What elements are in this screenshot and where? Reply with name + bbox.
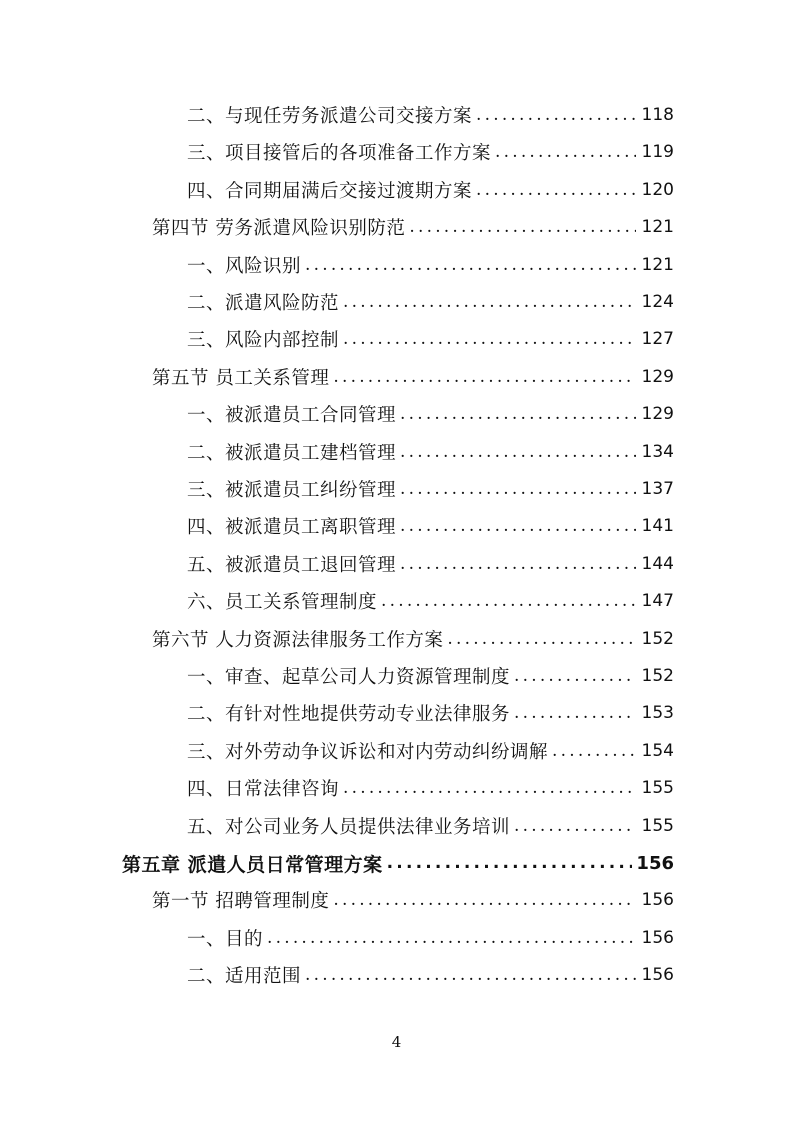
toc-entry-page: 127 bbox=[641, 329, 674, 350]
toc-entry-page: 144 bbox=[641, 553, 674, 574]
toc-entry-title: 三、风险内部控制 bbox=[187, 330, 340, 352]
toc-dot-leader bbox=[476, 105, 636, 125]
toc-entry-title: 第一节 招聘管理制度 bbox=[152, 891, 330, 913]
toc-entry-page: 134 bbox=[641, 441, 674, 462]
toc-entry-page: 153 bbox=[641, 703, 674, 724]
toc-dot-leader bbox=[400, 516, 636, 536]
toc-entry-title: 二、派遣风险防范 bbox=[187, 293, 340, 314]
toc-entry-page: 155 bbox=[641, 778, 674, 799]
toc-dot-leader bbox=[400, 554, 636, 574]
toc-entry[interactable] bbox=[187, 586, 674, 616]
toc-entry-title: 二、适用范围 bbox=[187, 966, 302, 988]
toc-entry-page: 156 bbox=[641, 965, 674, 986]
toc-entry-title: 一、审查、起草公司人力资源管理制度 bbox=[187, 667, 511, 688]
toc-entry-title: 第六节 人力资源法律服务工作方案 bbox=[152, 629, 444, 651]
toc-entry-title: 五、对公司业务人员提供法律业务培训 bbox=[187, 816, 511, 838]
toc-entry[interactable] bbox=[152, 212, 674, 242]
toc-entry-page: 121 bbox=[641, 217, 674, 238]
toc-dot-leader bbox=[305, 255, 636, 275]
toc-dot-leader bbox=[400, 442, 636, 462]
toc-dot-leader bbox=[267, 928, 636, 948]
toc-entry[interactable] bbox=[152, 362, 674, 392]
toc-entry[interactable] bbox=[187, 773, 674, 803]
toc-entry-page: 141 bbox=[641, 516, 674, 537]
toc-entry-title: 四、被派遣员工离职管理 bbox=[187, 517, 397, 539]
toc-entry-title: 一、被派遣员工合同管理 bbox=[187, 405, 397, 427]
toc-entry-page: 154 bbox=[641, 740, 674, 761]
toc-entry-title: 三、对外劳动争议诉讼和对内劳动纠纷调解 bbox=[187, 741, 549, 763]
toc-entry[interactable] bbox=[187, 287, 674, 317]
toc-dot-leader bbox=[343, 329, 636, 349]
toc-entry-page: 156 bbox=[641, 927, 674, 948]
toc-dot-leader bbox=[400, 479, 636, 499]
toc-dot-leader bbox=[495, 142, 636, 162]
toc-entry[interactable] bbox=[187, 100, 674, 130]
toc-dot-leader bbox=[305, 965, 636, 985]
toc-entry[interactable] bbox=[187, 137, 674, 167]
toc-dot-leader bbox=[447, 629, 636, 649]
toc-entry-title: 六、员工关系管理制度 bbox=[187, 592, 378, 614]
toc-entry[interactable] bbox=[187, 250, 674, 280]
toc-entry-title: 五、被派遣员工退回管理 bbox=[187, 554, 397, 576]
toc-entry-page: 156 bbox=[636, 852, 674, 874]
toc-entry-page: 147 bbox=[641, 591, 674, 612]
toc-entry[interactable] bbox=[122, 848, 674, 878]
toc-entry[interactable] bbox=[187, 661, 674, 691]
toc-entry-page: 137 bbox=[641, 479, 674, 499]
toc-entry[interactable] bbox=[187, 923, 674, 953]
toc-dot-leader bbox=[514, 703, 636, 723]
toc-entry-title: 第五节 员工关系管理 bbox=[152, 367, 330, 389]
toc-entry-page: 152 bbox=[641, 628, 674, 649]
toc-dot-leader bbox=[343, 778, 636, 798]
toc-entry[interactable] bbox=[187, 511, 674, 541]
toc-dot-leader bbox=[514, 666, 636, 686]
toc-entry[interactable] bbox=[187, 698, 674, 728]
toc-entry-title: 二、被派遣员工建档管理 bbox=[187, 442, 397, 464]
toc-dot-leader bbox=[552, 741, 636, 761]
toc-dot-leader bbox=[333, 367, 636, 387]
toc-dot-leader bbox=[343, 292, 636, 312]
toc-entry-page: 129 bbox=[641, 366, 674, 387]
toc-entry-title: 第四节 劳务派遣风险识别防范 bbox=[152, 218, 406, 240]
toc-entry-page: 155 bbox=[641, 815, 674, 836]
toc-dot-leader bbox=[409, 217, 636, 237]
toc-entry-page: 120 bbox=[641, 179, 674, 200]
toc-entry[interactable] bbox=[187, 549, 674, 579]
toc-dot-leader bbox=[387, 853, 633, 873]
toc-entry[interactable] bbox=[187, 175, 674, 205]
toc-entry-title: 二、与现任劳务派遣公司交接方案 bbox=[187, 106, 473, 127]
toc-entry-page: 156 bbox=[641, 890, 674, 911]
toc-entry-page: 119 bbox=[641, 142, 674, 163]
toc-entry-title: 三、被派遣员工纠纷管理 bbox=[187, 480, 397, 501]
toc-entry[interactable] bbox=[187, 474, 674, 504]
toc-entry-title: 一、风险识别 bbox=[187, 255, 302, 277]
toc-entry[interactable] bbox=[187, 399, 674, 429]
toc-entry-page: 118 bbox=[641, 105, 674, 125]
toc-dot-leader bbox=[333, 890, 636, 910]
page-number: 4 bbox=[391, 1033, 402, 1051]
toc-entry[interactable] bbox=[187, 960, 674, 990]
toc-entry[interactable] bbox=[152, 624, 674, 654]
toc-entry[interactable] bbox=[187, 811, 674, 841]
toc-entry[interactable] bbox=[187, 736, 674, 766]
toc-entry[interactable] bbox=[152, 885, 674, 915]
toc-entry-title: 三、项目接管后的各项准备工作方案 bbox=[187, 143, 492, 165]
toc-entry-title: 第五章 派遣人员日常管理方案 bbox=[122, 853, 383, 876]
toc-dot-leader bbox=[400, 404, 636, 424]
toc-entry-page: 121 bbox=[641, 254, 674, 275]
toc-entry-page: 152 bbox=[641, 666, 674, 686]
toc-entry[interactable] bbox=[187, 324, 674, 354]
toc-entry-page: 129 bbox=[641, 404, 674, 425]
toc-dot-leader bbox=[476, 180, 636, 200]
toc-entry[interactable] bbox=[187, 437, 674, 467]
toc-dot-leader bbox=[514, 816, 636, 836]
toc-dot-leader bbox=[381, 591, 636, 611]
toc-entry-title: 四、合同期届满后交接过渡期方案 bbox=[187, 180, 473, 202]
toc-entry-title: 四、日常法律咨询 bbox=[187, 779, 340, 801]
toc-entry-page: 124 bbox=[641, 292, 674, 312]
toc-entry-title: 二、有针对性地提供劳动专业法律服务 bbox=[187, 704, 511, 726]
toc-entry-title: 一、目的 bbox=[187, 928, 264, 950]
